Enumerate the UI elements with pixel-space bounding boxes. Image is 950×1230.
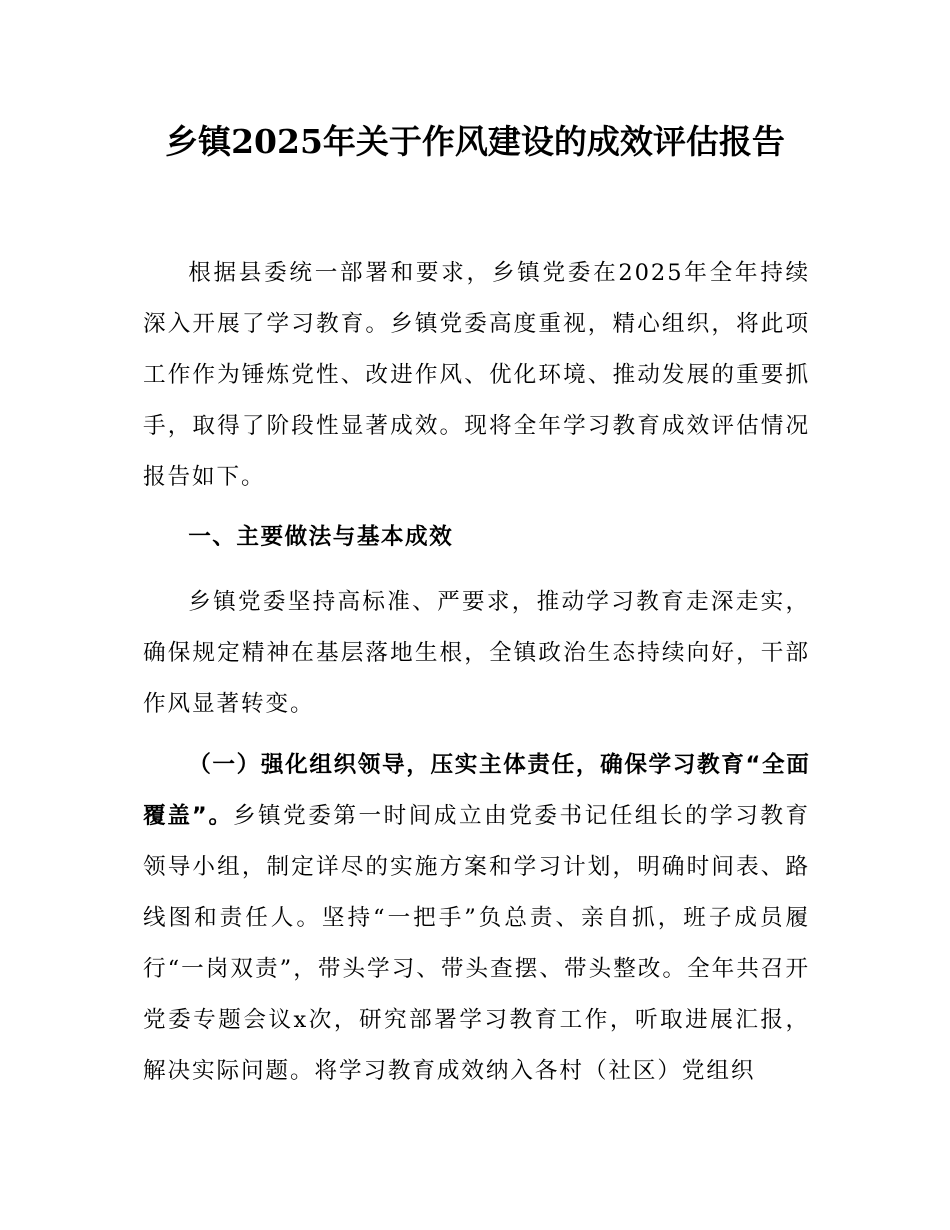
section-heading-main-practices: 一、主要做法与基本成效 — [188, 524, 454, 550]
document-title: 乡镇2025年关于作风建设的成效评估报告 — [165, 122, 785, 161]
subsection-1-paragraph — [143, 740, 810, 1097]
subsection-1-lead: （一）强化组织领导，压实主体责任，确保学习教育“全面覆盖”。 — [143, 752, 810, 829]
section-1-paragraph: 乡镇党委坚持高标准、严要求，推动学习教育走深走实，确保规定精神在基层落地生根，全镇政治生态持续向好，干部作风显著转变。 — [143, 589, 810, 717]
subsection-1-body: 乡镇党委第一时间成立由党委书记任组长的学习教育领导小组，制定详尽的实施方案和学习计划，明确时间表、路线图和责任人。坚持“一把手”负总责、亲自抓，班子成员履行“一岗双责”，带头学习、带头查摆、带头整改。全年共召开党委专题会议x次，研究部署学习教育工作，听取进展汇报，解决实际问题。将学习教育成效纳入各村（社区）党组织 — [143, 803, 811, 1084]
intro-paragraph: 根据县委统一部署和要求，乡镇党委在2025年全年持续深入开展了学习教育。乡镇党委高度重视，精心组织，将此项工作作为锤炼党性、改进作风、优化环境、推动发展的重要抓手，取得了阶段性显著成效。现将全年学习教育成效评估情况报告如下。 — [143, 260, 810, 490]
